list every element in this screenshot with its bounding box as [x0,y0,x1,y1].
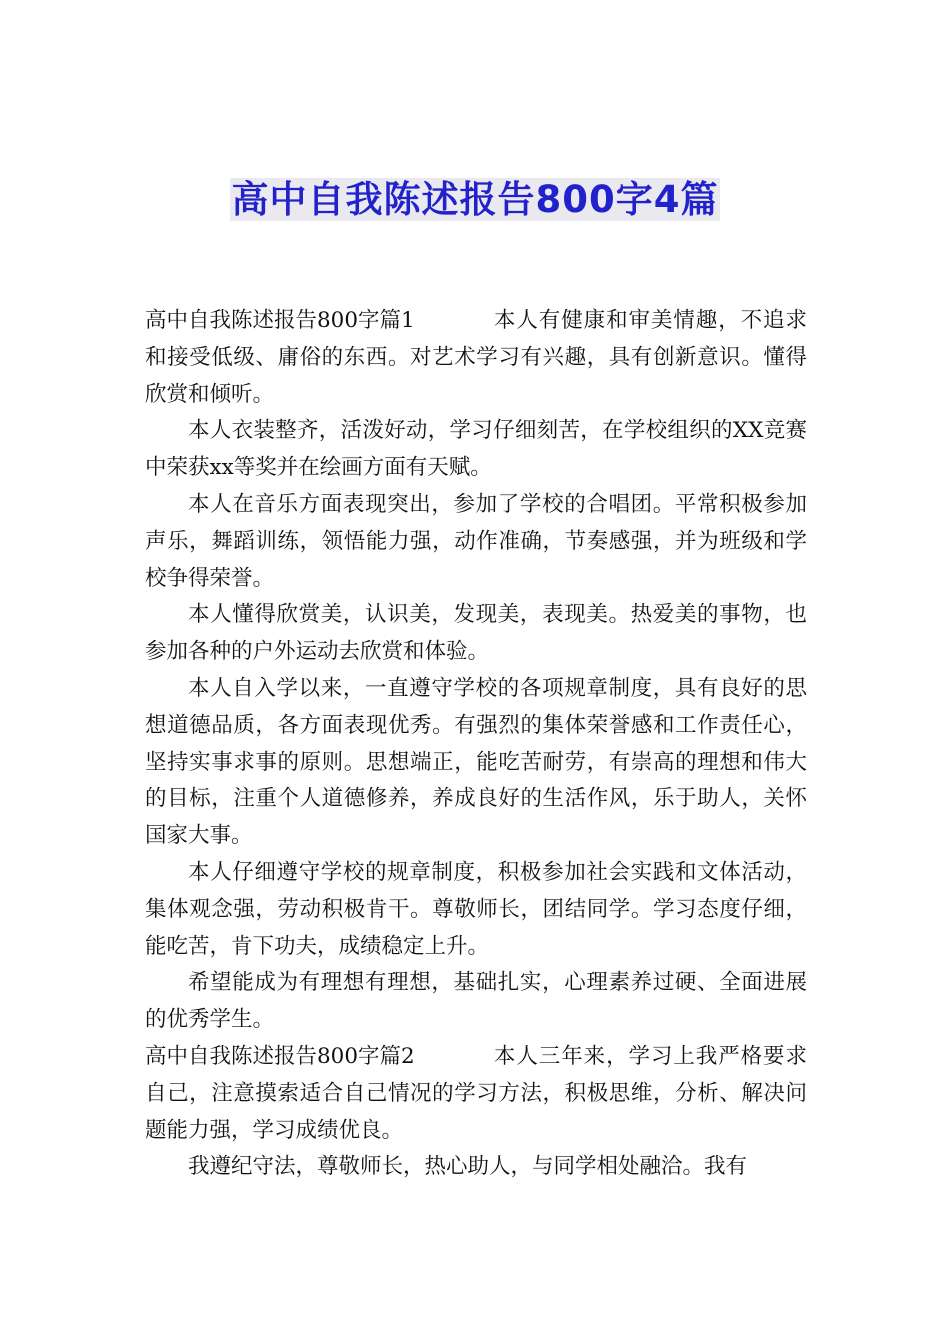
document-title [0,174,950,226]
section-1-heading: 高中自我陈述报告800字篇1 [145,308,415,333]
section-2-intro [145,1039,807,1149]
section-2-paragraph: 我遵纪守法，尊敬师长，热心助人，与同学相处融洽。我有 [188,1154,748,1180]
section-1-intro [145,303,807,413]
section-1-paragraph: 本人懂得欣赏美，认识美，发现美，表现美。热爱美的事物，也参加各种的户外运动去欣赏和体验。 [145,602,807,665]
section-2-heading: 高中自我陈述报告800字篇2 [145,1043,415,1069]
section-1-first-text: 本人有健康和审美情趣，不追求和接受低级、庸俗的东西。对艺术学习有兴趣，具有创新意识。懂得欣赏和倾听。 [145,308,807,407]
section-1-paragraph: 本人衣装整齐，活泼好动，学习仔细刻苦，在学校组织的XX竞赛中荣获xx等奖并在绘画方面有天赋。 [145,418,807,481]
document-body [145,303,807,1186]
section-1-paragraph: 本人在音乐方面表现突出，参加了学校的合唱团。平常积极参加声乐，舞蹈训练，领悟能力强，动作准确，节奏感强，并为班级和学校争得荣誉。 [145,491,807,591]
document-title-text: 高中自我陈述报告800字4篇 [231,178,719,221]
section-2-first-text: 本人三年来，学习上我严格要求自己，注意摸索适合自己情况的学习方法，积极思维，分析、解决问题能力强，学习成绩优良。 [145,1043,807,1143]
section-1-paragraph: 本人仔细遵守学校的规章制度，积极参加社会实践和文体活动，集体观念强，劳动积极肯干。尊敬师长，团结同学。学习态度仔细，能吃苦，肯下功夫，成绩稳定上升。 [145,859,807,959]
section-1-paragraph: 本人自入学以来，一直遵守学校的各项规章制度，具有良好的思想道德品质，各方面表现优秀。有强烈的集体荣誉感和工作责任心，坚持实事求事的原则。思想端正，能吃苦耐劳，有崇高的理想和伟大的目标，注重个人道德修养，养成良好的生活作风，乐于助人，关怀国家大事。 [145,675,807,849]
section-1-paragraph: 希望能成为有理想有理想，基础扎实，心理素养过硬、全面进展的优秀学生。 [145,970,807,1033]
